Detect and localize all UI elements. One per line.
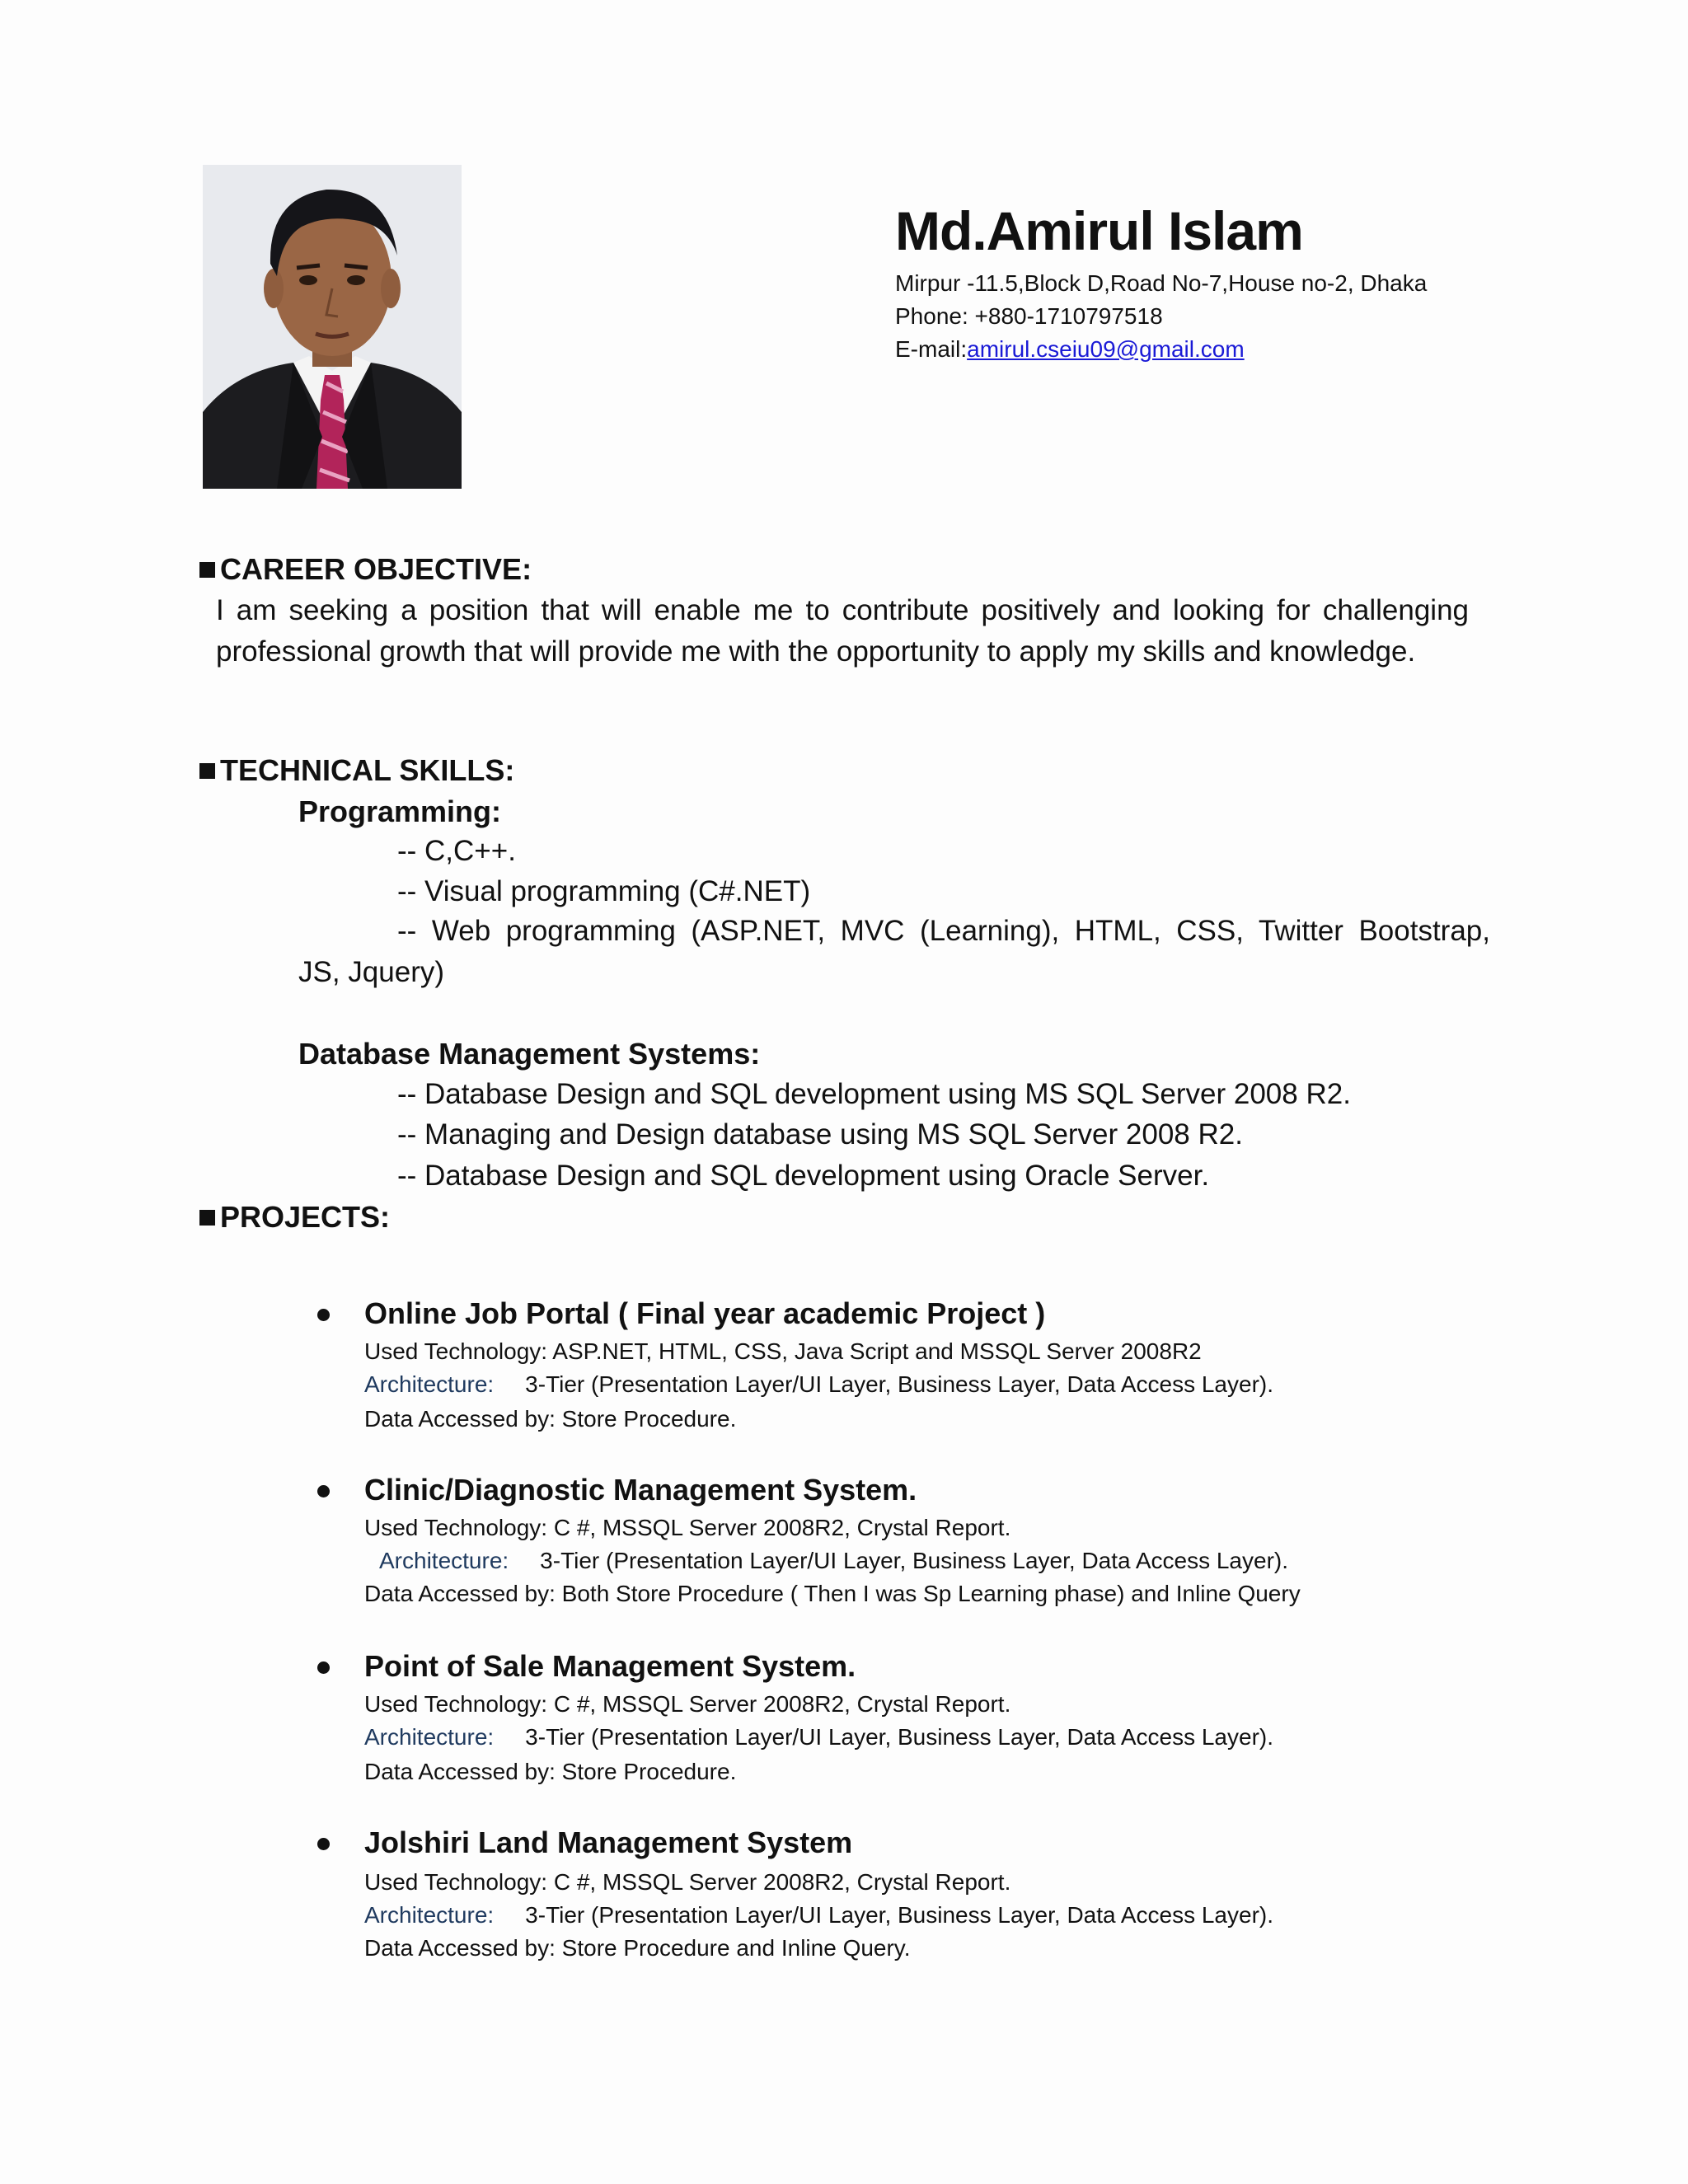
- bullet-icon: [317, 1661, 330, 1674]
- section-title: CAREER OBJECTIVE:: [220, 552, 532, 586]
- portrait-image: [203, 165, 462, 489]
- project-tech: Used Technology: C #, MSSQL Server 2008R2, Crystal Report.: [364, 1869, 1011, 1895]
- project-architecture: Architecture: 3-Tier (Presentation Layer/UI Layer, Business Layer, Data Access Layer).: [379, 1548, 1288, 1573]
- address: Mirpur -11.5,Block D,Road No-7,House no-2, Dhaka: [895, 270, 1428, 296]
- project-title: Jolshiri Land Management System: [364, 1825, 853, 1859]
- project-title: Point of Sale Management System.: [364, 1649, 856, 1683]
- project-data-access: Data Accessed by: Store Procedure.: [364, 1759, 737, 1784]
- phone: Phone: +880-1710797518: [895, 303, 1163, 329]
- skill-item: -- Managing and Design database using MS SQL Server 2008 R2.: [397, 1118, 1243, 1151]
- career-objective-text: I am seeking a position that will enable me to contribute positively and looking for challenging professional growth that will provide me with the opportunity to apply my skills and knowledge.: [216, 594, 1469, 668]
- skill-item: -- C,C++.: [397, 835, 516, 867]
- project-data-access: Data Accessed by: Store Procedure.: [364, 1406, 737, 1432]
- email-link[interactable]: amirul.cseiu09@gmail.com: [967, 336, 1245, 362]
- bullet-icon: [317, 1309, 330, 1321]
- project-tech: Used Technology: C #, MSSQL Server 2008R2, Crystal Report.: [364, 1691, 1011, 1717]
- project-tech: Used Technology: ASP.NET, HTML, CSS, Java Script and MSSQL Server 2008R2: [364, 1338, 1202, 1364]
- project-data-access: Data Accessed by: Both Store Procedure ( Then I was Sp Learning phase) and Inline Query: [364, 1581, 1301, 1606]
- skill-item-continuation: JS, Jquery): [298, 956, 444, 988]
- project-architecture: Architecture: 3-Tier (Presentation Layer/UI Layer, Business Layer, Data Access Layer).: [364, 1371, 1273, 1397]
- career-objective-heading: [199, 552, 532, 587]
- project-architecture: Architecture: 3-Tier (Presentation Layer/UI Layer, Business Layer, Data Access Layer).: [364, 1902, 1273, 1928]
- project-architecture: Architecture: 3-Tier (Presentation Layer/UI Layer, Business Layer, Data Access Layer).: [364, 1724, 1273, 1750]
- dbms-heading: Database Management Systems:: [298, 1037, 761, 1071]
- programming-heading: Programming:: [298, 794, 502, 828]
- project-data-access: Data Accessed by: Store Procedure and Inline Query.: [364, 1935, 911, 1961]
- skill-item: -- Visual programming (C#.NET): [397, 875, 811, 907]
- bullet-icon: [317, 1838, 330, 1850]
- email-line: [895, 336, 1245, 363]
- email-label: E-mail:: [895, 336, 968, 362]
- square-bullet-icon: [199, 562, 215, 578]
- square-bullet-icon: [199, 1210, 215, 1226]
- project-title: Online Job Portal ( Final year academic Project ): [364, 1296, 1046, 1330]
- skill-item: -- Database Design and SQL development using MS SQL Server 2008 R2.: [397, 1078, 1351, 1110]
- candidate-name: Md.Amirul Islam: [895, 200, 1303, 261]
- section-title: PROJECTS:: [220, 1200, 391, 1234]
- skill-item: -- Database Design and SQL development using Oracle Server.: [397, 1160, 1210, 1192]
- skill-item: -- Web programming (ASP.NET, MVC (Learning), HTML, CSS, Twitter Bootstrap,: [397, 915, 1490, 947]
- bullet-icon: [317, 1485, 330, 1497]
- section-title: TECHNICAL SKILLS:: [220, 753, 515, 787]
- square-bullet-icon: [199, 763, 215, 779]
- profile-photo: [203, 165, 462, 489]
- project-title: Clinic/Diagnostic Management System.: [364, 1473, 917, 1507]
- project-tech: Used Technology: C #, MSSQL Server 2008R2, Crystal Report.: [364, 1515, 1011, 1540]
- projects-heading: [199, 1200, 390, 1235]
- technical-skills-heading: [199, 753, 514, 788]
